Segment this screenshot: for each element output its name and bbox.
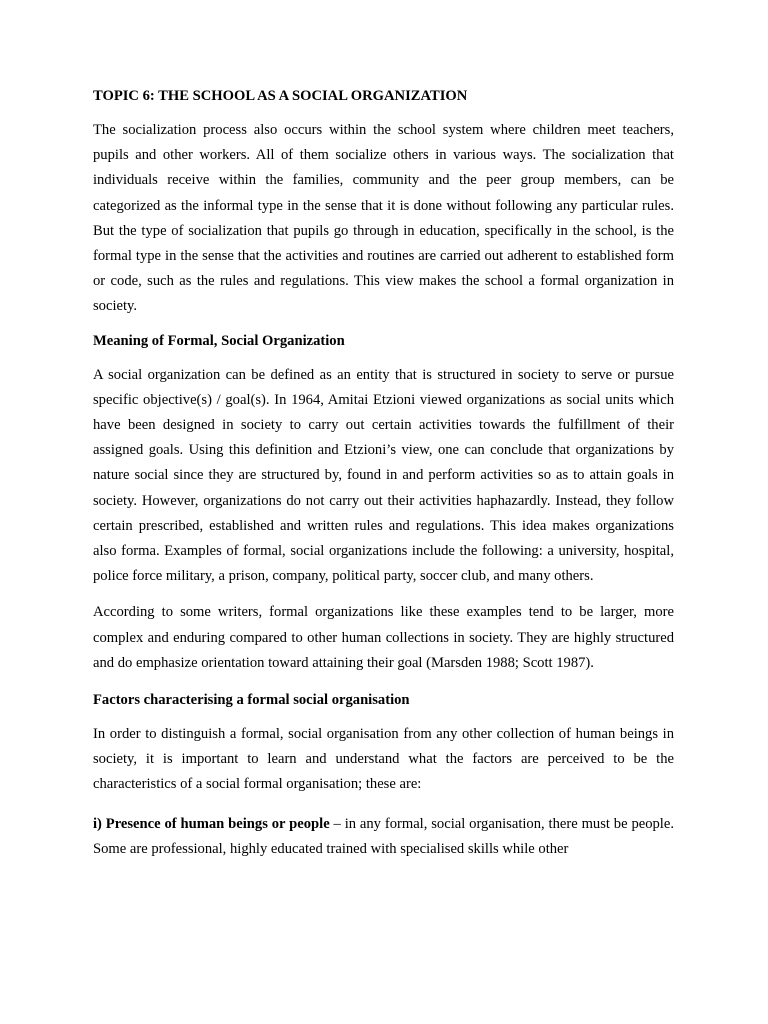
list-item-human-beings [93, 812, 674, 862]
list-item-text: – in any formal, social organisation, there must be people. Some are professional, highly educated trained with specialised skills while other [93, 815, 674, 857]
document-title: TOPIC 6: THE SCHOOL AS A SOCIAL ORGANIZATION [93, 88, 468, 104]
list-item-label: i) Presence of human beings or people [93, 815, 330, 832]
paragraph-socialization: The socialization process also occurs within the school system where children meet teachers, pupils and other workers. All of them socialize others in various ways. The socialization that individuals receive within the families, community and the peer group members, can be categorized as the informal type in the sense that it is done without following any particular rules. But the type of socialization that pupils go through in education, specifically in the school, is the formal type in the sense that the activities and routines are carried out adherent to established form or code, such as the rules and regulations. This view makes the school a formal organization in society. [93, 122, 674, 315]
paragraph-writers: According to some writers, formal organizations like these examples tend to be larger, more complex and enduring compared to other human collections in society. They are highly structured and do emphasize orientation toward attaining their goal (Marsden 1988; Scott 1987). [93, 604, 674, 671]
paragraph-distinguish: In order to distinguish a formal, social organisation from any other collection of human beings in society, it is important to learn and understand what the factors are perceived to be the characteristics of a social formal organisation; these are: [93, 726, 674, 793]
paragraph-definition: A social organization can be defined as an entity that is structured in society to serve or pursue specific objective(s) / goal(s). In 1964, Amitai Etzioni viewed organizations as social units which have been designed in society to carry out certain activities towards the fulfillment of their assigned goals. Using this definition and Etzioni’s view, one can conclude that organizations by nature social since they are structured by, found in and perform activities so as to attain goals in society. However, organizations do not carry out their activities haphazardly. Instead, they follow certain prescribed, established and written rules and regulations. This idea makes organizations also forma. Examples of formal, social organizations include the following: a university, hospital, police force military, a prison, company, political party, soccer club, and many others. [93, 366, 674, 585]
document-page [93, 86, 674, 874]
heading-factors: Factors characterising a formal social organisation [93, 692, 410, 709]
heading-meaning: Meaning of Formal, Social Organization [93, 332, 345, 349]
